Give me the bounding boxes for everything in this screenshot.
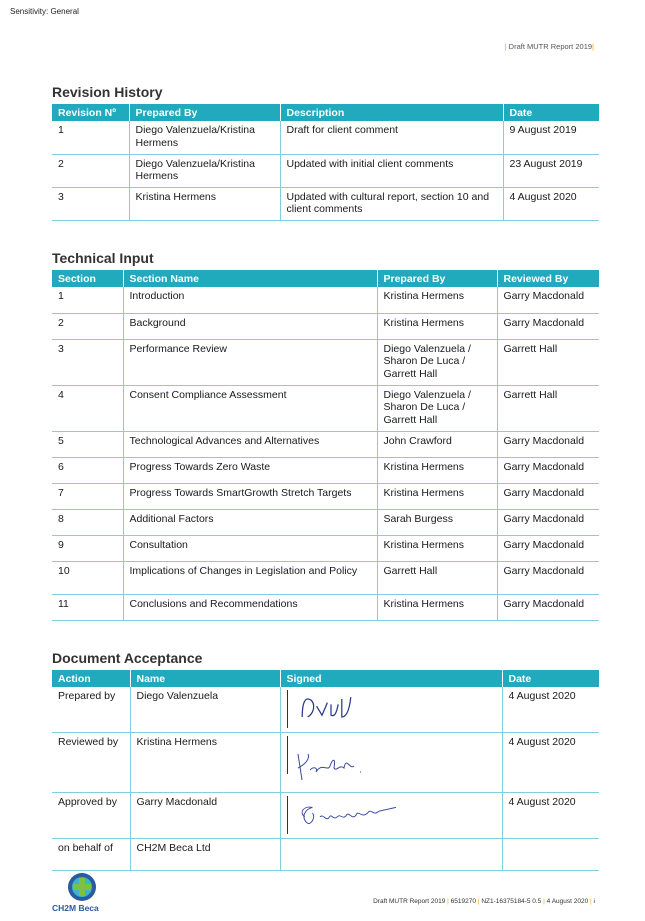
acceptance-name-cell: Diego Valenzuela <box>130 687 280 733</box>
technical-cell: 7 <box>52 483 123 509</box>
technical-cell: 2 <box>52 313 123 339</box>
technical-cell: Garrett Hall <box>497 339 599 385</box>
technical-cell: Garry Macdonald <box>497 483 599 509</box>
technical-cell: Conclusions and Recommendations <box>123 594 377 620</box>
document-acceptance-table <box>52 670 599 871</box>
revision-header-1: Prepared By <box>129 104 280 121</box>
technical-cell: 6 <box>52 457 123 483</box>
technical-cell: Garry Macdonald <box>497 561 599 594</box>
acceptance-date-cell: 4 August 2020 <box>502 687 599 733</box>
technical-cell: Garry Macdonald <box>497 535 599 561</box>
revision-cell: 2 <box>52 154 129 187</box>
technical-input-table <box>52 270 599 621</box>
technical-cell: Kristina Hermens <box>377 535 497 561</box>
acceptance-action-cell: on behalf of <box>52 839 130 871</box>
technical-cell: Kristina Hermens <box>377 457 497 483</box>
technical-cell: Garry Macdonald <box>497 594 599 620</box>
revision-cell: 9 August 2019 <box>503 121 599 154</box>
technical-row <box>52 287 599 313</box>
document-acceptance-title: Document Acceptance <box>52 650 203 666</box>
signature-image <box>287 736 428 774</box>
acceptance-date-cell <box>502 839 599 871</box>
signature-cell <box>280 793 502 839</box>
signature-cell <box>280 733 502 793</box>
acceptance-action-cell: Reviewed by <box>52 733 130 793</box>
technical-input-title: Technical Input <box>52 250 154 266</box>
revision-header-2: Description <box>280 104 503 121</box>
footer-reference: Draft MUTR Report 2019 | 6519270 | NZ1-16375184-5 0.5 | 4 August 2020 | i <box>373 898 595 905</box>
signature-cell <box>280 839 502 871</box>
technical-cell: Garry Macdonald <box>497 457 599 483</box>
technical-cell: 11 <box>52 594 123 620</box>
acceptance-name-cell: Kristina Hermens <box>130 733 280 793</box>
technical-cell: Sarah Burgess <box>377 509 497 535</box>
technical-cell: Garry Macdonald <box>497 431 599 457</box>
technical-cell: Additional Factors <box>123 509 377 535</box>
technical-cell: 3 <box>52 339 123 385</box>
revision-cell: 4 August 2020 <box>503 187 599 220</box>
acceptance-header-0: Action <box>52 670 130 687</box>
acceptance-action-cell: Approved by <box>52 793 130 839</box>
revision-cell: Kristina Hermens <box>129 187 280 220</box>
technical-cell: Kristina Hermens <box>377 594 497 620</box>
technical-header-1: Section Name <box>123 270 377 287</box>
technical-cell: Garry Macdonald <box>497 509 599 535</box>
revision-cell: Updated with initial client comments <box>280 154 503 187</box>
technical-cell: 1 <box>52 287 123 313</box>
revision-cell: Diego Valenzuela/Kristina Hermens <box>129 154 280 187</box>
technical-cell: Implications of Changes in Legislation and Policy <box>123 561 377 594</box>
technical-cell: Consultation <box>123 535 377 561</box>
technical-row <box>52 457 599 483</box>
technical-cell: 8 <box>52 509 123 535</box>
signature-image <box>287 690 428 728</box>
revision-header-3: Date <box>503 104 599 121</box>
revision-cell: Draft for client comment <box>280 121 503 154</box>
technical-cell: 5 <box>52 431 123 457</box>
technical-cell: Garrett Hall <box>377 561 497 594</box>
technical-cell: John Crawford <box>377 431 497 457</box>
acceptance-header-1: Name <box>130 670 280 687</box>
technical-cell: Garry Macdonald <box>497 287 599 313</box>
acceptance-row <box>52 733 599 793</box>
revision-cell: 3 <box>52 187 129 220</box>
revision-cell: 1 <box>52 121 129 154</box>
revision-header-0: Revision Nº <box>52 104 129 121</box>
technical-row <box>52 509 599 535</box>
technical-header-0: Section <box>52 270 123 287</box>
acceptance-row <box>52 793 599 839</box>
acceptance-date-cell: 4 August 2020 <box>502 793 599 839</box>
technical-row <box>52 483 599 509</box>
acceptance-name-cell: Garry Macdonald <box>130 793 280 839</box>
revision-cell: Diego Valenzuela/Kristina Hermens <box>129 121 280 154</box>
acceptance-name-cell: CH2M Beca Ltd <box>130 839 280 871</box>
signature-cell <box>280 687 502 733</box>
technical-cell: Consent Compliance Assessment <box>123 385 377 431</box>
technical-cell: Background <box>123 313 377 339</box>
acceptance-header-3: Date <box>502 670 599 687</box>
technical-row <box>52 339 599 385</box>
revision-row <box>52 121 599 154</box>
technical-row <box>52 561 599 594</box>
acceptance-date-cell: 4 August 2020 <box>502 733 599 793</box>
technical-cell: Kristina Hermens <box>377 287 497 313</box>
technical-row <box>52 594 599 620</box>
technical-cell: Introduction <box>123 287 377 313</box>
technical-row <box>52 385 599 431</box>
acceptance-action-cell: Prepared by <box>52 687 130 733</box>
revision-history-table <box>52 104 599 221</box>
technical-cell: Kristina Hermens <box>377 483 497 509</box>
technical-cell: Diego Valenzuela / Sharon De Luca / Garrett Hall <box>377 339 497 385</box>
technical-cell: Garry Macdonald <box>497 313 599 339</box>
technical-row <box>52 431 599 457</box>
technical-cell: Kristina Hermens <box>377 313 497 339</box>
technical-cell: Garrett Hall <box>497 385 599 431</box>
technical-header-2: Prepared By <box>377 270 497 287</box>
revision-row <box>52 187 599 220</box>
technical-cell: Technological Advances and Alternatives <box>123 431 377 457</box>
sensitivity-label: Sensitivity: General <box>10 7 79 16</box>
revision-cell: 23 August 2019 <box>503 154 599 187</box>
header-reference: | Draft MUTR Report 2019| <box>504 42 594 51</box>
revision-history-title: Revision History <box>52 84 163 100</box>
technical-cell: 10 <box>52 561 123 594</box>
technical-row <box>52 313 599 339</box>
signature-image <box>287 796 428 834</box>
technical-header-3: Reviewed By <box>497 270 599 287</box>
acceptance-row <box>52 687 599 733</box>
technical-cell: Performance Review <box>123 339 377 385</box>
technical-row <box>52 535 599 561</box>
revision-cell: Updated with cultural report, section 10 and client comments <box>280 187 503 220</box>
acceptance-header-2: Signed <box>280 670 502 687</box>
revision-row <box>52 154 599 187</box>
acceptance-row <box>52 839 599 871</box>
company-logo: CH2M Beca <box>52 872 112 912</box>
technical-cell: Progress Towards Zero Waste <box>123 457 377 483</box>
technical-cell: 4 <box>52 385 123 431</box>
technical-cell: Diego Valenzuela / Sharon De Luca / Garrett Hall <box>377 385 497 431</box>
technical-cell: Progress Towards SmartGrowth Stretch Targets <box>123 483 377 509</box>
technical-cell: 9 <box>52 535 123 561</box>
